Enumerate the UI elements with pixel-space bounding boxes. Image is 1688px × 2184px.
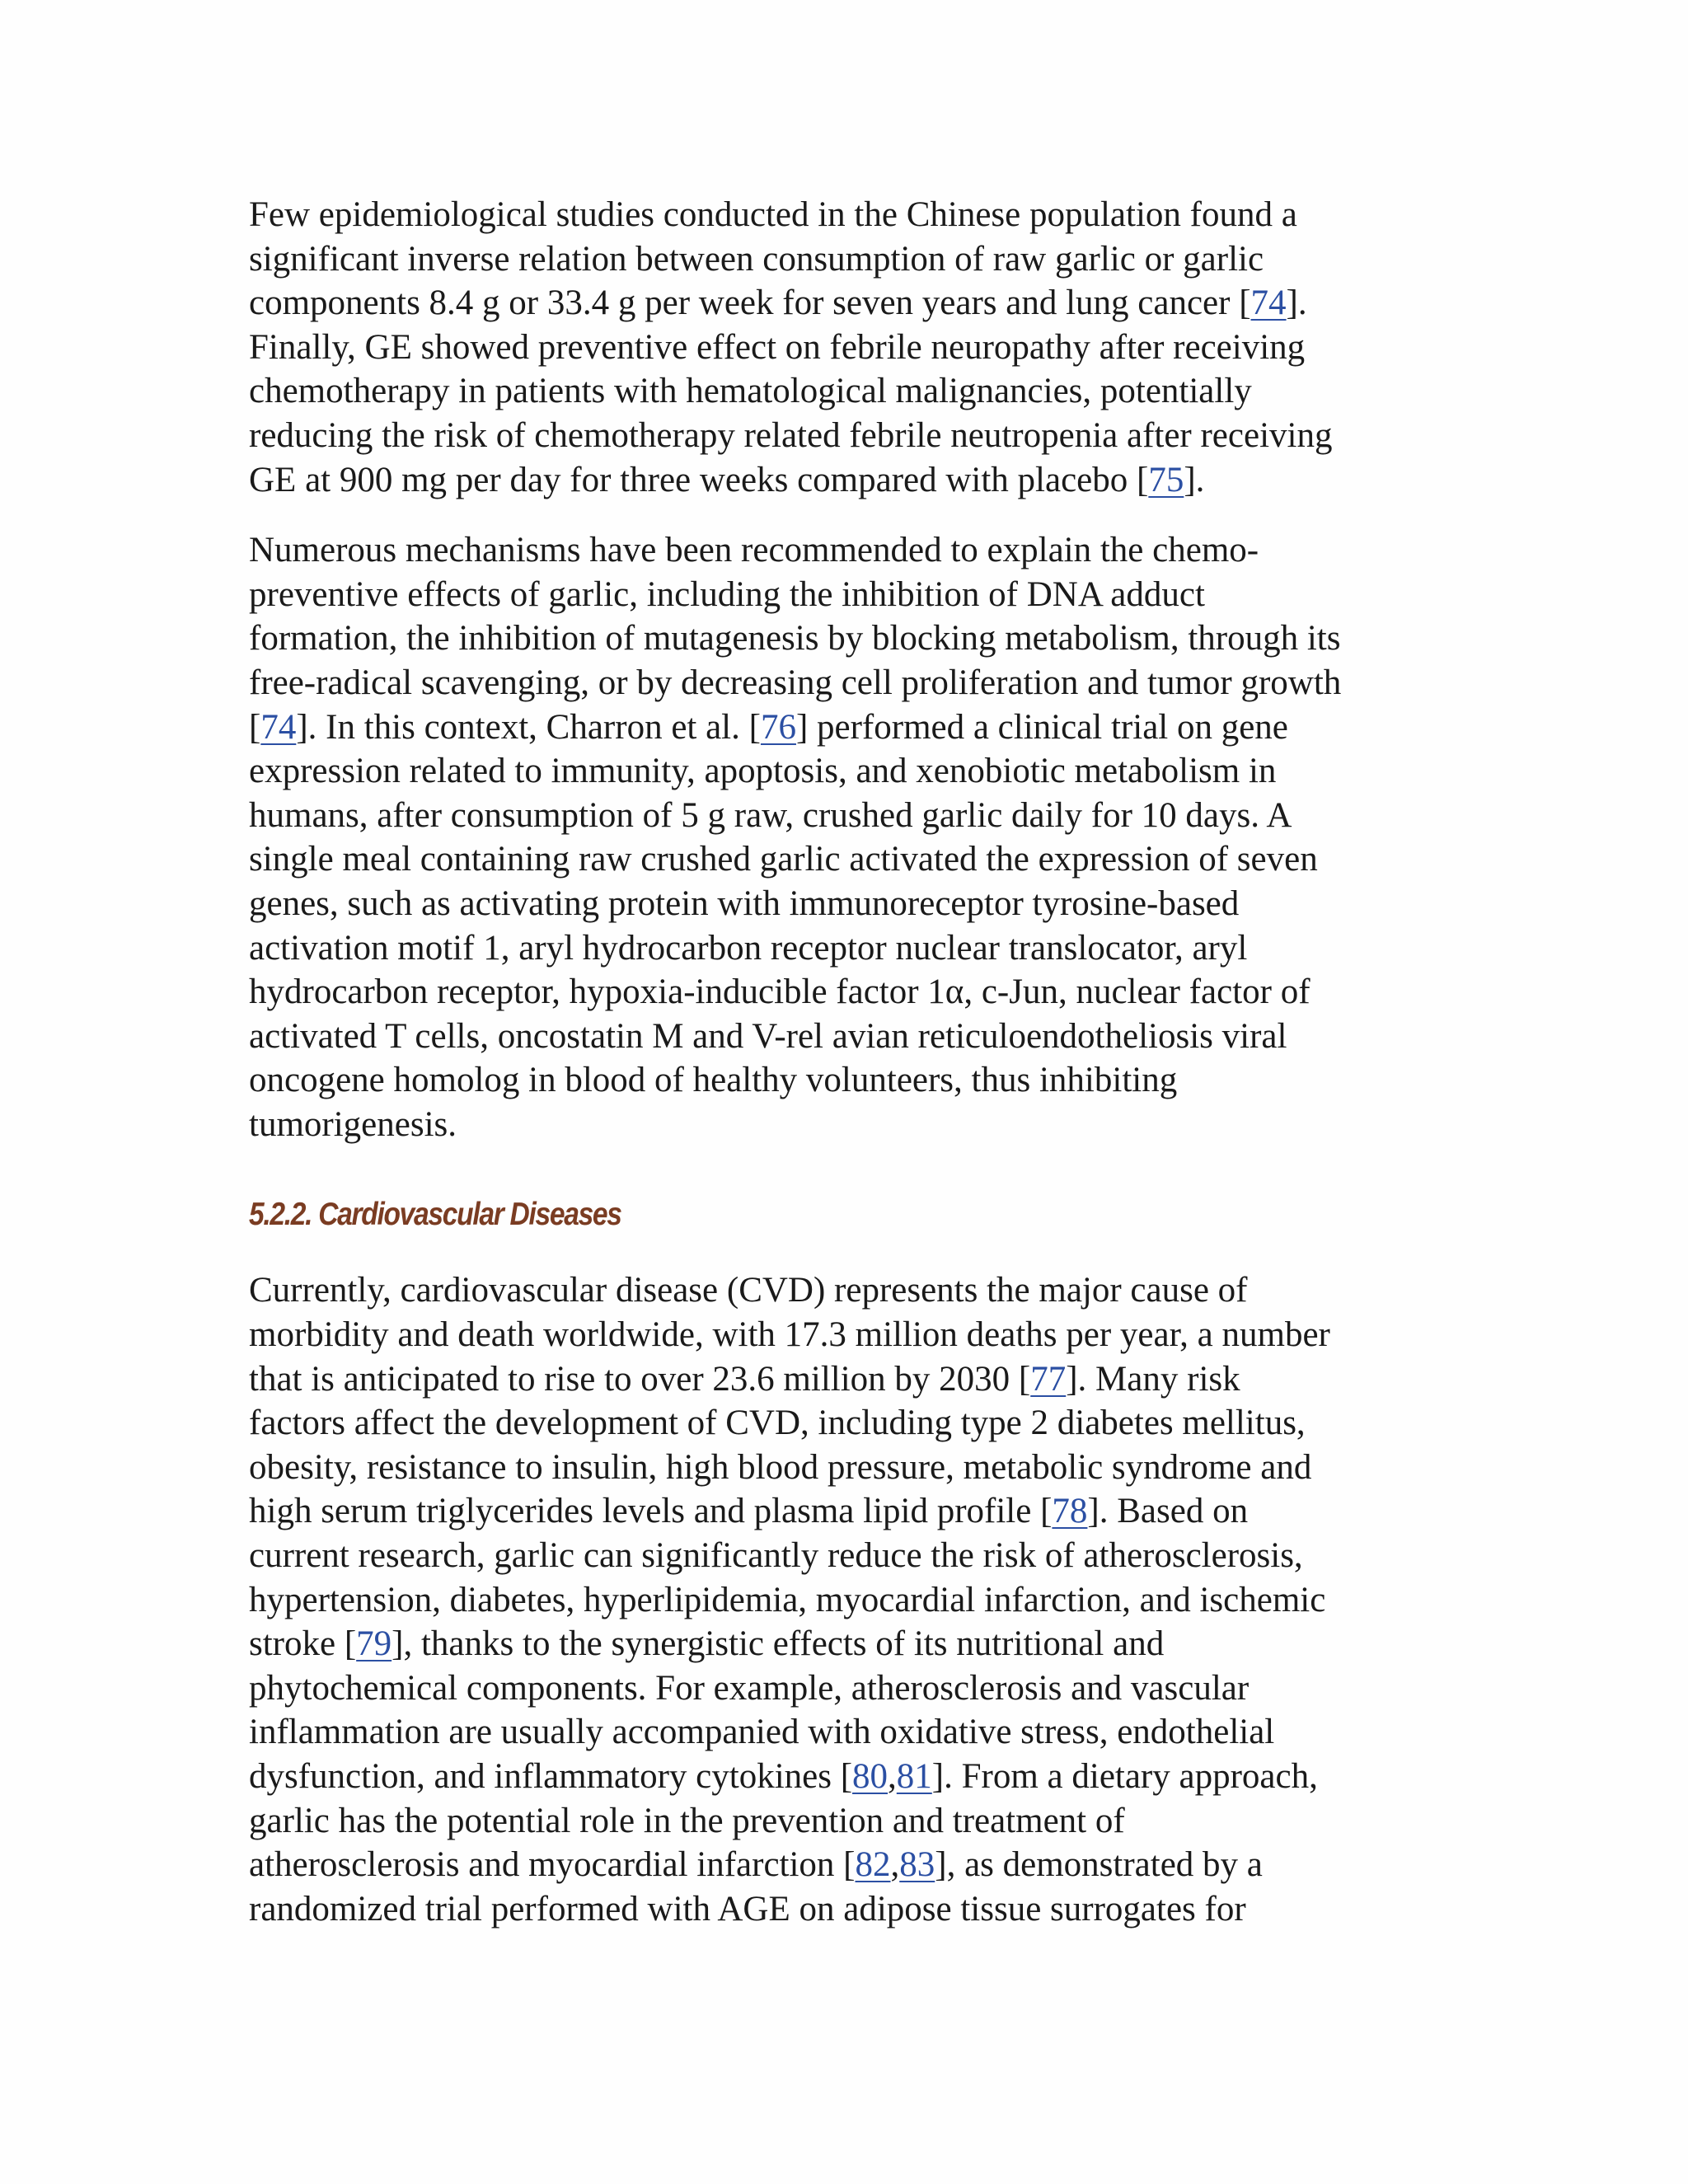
citation-link[interactable]: 81 [896,1757,932,1796]
text-segment: dysfunction, and inflammatory cytokines [ [249,1757,853,1796]
text-line [249,1843,1452,1887]
text-line [249,326,1452,370]
text-line [249,794,1452,838]
citation-link[interactable]: 77 [1030,1359,1067,1399]
text-line [249,193,1452,237]
text-line [249,1887,1452,1932]
text-line [249,661,1452,705]
text-segment: stroke [ [249,1624,357,1664]
section-heading: 5.2.2. Cardiovascular Diseases [249,1197,621,1233]
text-segment: ]. Many risk [1066,1359,1240,1399]
text-segment: inflammation are usually accompanied with oxidative stress, endothelial [249,1713,1275,1752]
text-segment: components 8.4 g or 33.4 g per week for seven years and lung cancer [ [249,284,1251,323]
text-line [249,837,1452,882]
text-segment: oncogene homolog in blood of healthy volunteers, thus inhibiting [249,1061,1178,1100]
text-segment: hydrocarbon receptor, hypoxia-inducible factor 1α, c-Jun, nuclear factor of [249,972,1311,1012]
text-segment: ] performed a clinical trial on gene [795,707,1288,747]
text-segment: current research, garlic can significantly reduce the risk of atherosclerosis, [249,1536,1303,1576]
text-segment: randomized trial performed with AGE on adipose tissue surrogates for [249,1889,1246,1929]
text-line [249,237,1452,282]
text-segment: Few epidemiological studies conducted in the Chinese population found a [249,195,1297,234]
text-segment: obesity, resistance to insulin, high blood pressure, metabolic syndrome and [249,1447,1312,1487]
text-segment: , [890,1845,900,1885]
citation-link[interactable]: 76 [760,707,796,747]
text-segment: ]. [1286,284,1307,323]
text-segment: ]. From a dietary approach, [931,1757,1318,1796]
citation-link[interactable]: 75 [1148,460,1184,499]
text-line [249,1446,1452,1490]
text-segment: single meal containing raw crushed garlic activated the expression of seven [249,840,1318,879]
citation-link[interactable]: 80 [852,1757,889,1796]
text-segment: GE at 900 mg per day for three weeks compared with placebo [ [249,460,1149,499]
text-segment: , [888,1757,897,1796]
text-segment: high serum triglycerides levels and plasma lipid profile [ [249,1492,1053,1531]
text-line [249,882,1452,926]
paragraph-1 [249,193,1452,502]
text-line [249,369,1452,414]
text-segment: chemotherapy in patients with hematological malignancies, potentially [249,372,1252,411]
citation-link[interactable]: 74 [1250,284,1287,323]
text-segment: formation, the inhibition of mutagenesis by blocking metabolism, through its [249,619,1341,658]
citation-link[interactable]: 79 [356,1624,392,1664]
text-segment: Numerous mechanisms have been recommended to explain the chemo- [249,531,1259,570]
text-segment: ]. In this context, Charron et al. [ [296,707,761,747]
text-line [249,1666,1452,1711]
text-segment: atherosclerosis and myocardial infarction [ [249,1845,856,1885]
text-segment: ]. [1184,460,1205,499]
text-segment: hypertension, diabetes, hyperlipidemia, myocardial infarction, and ischemic [249,1580,1326,1619]
text-segment: morbidity and death worldwide, with 17.3 million deaths per year, a number [249,1315,1330,1355]
text-segment: garlic has the potential role in the prevention and treatment of [249,1801,1125,1840]
text-segment: genes, such as activating protein with immunoreceptor tyrosine-based [249,883,1240,923]
text-line [249,1489,1452,1534]
text-segment: significant inverse relation between consumption of raw garlic or garlic [249,239,1264,279]
text-segment: [ [249,707,261,747]
citation-link[interactable]: 74 [260,707,297,747]
text-line [249,1710,1452,1755]
text-line [249,616,1452,661]
text-segment: tumorigenesis. [249,1104,457,1144]
text-line [249,1534,1452,1578]
text-line [249,970,1452,1015]
document-page [249,193,1452,1931]
citation-link[interactable]: 82 [855,1845,891,1885]
text-line [249,281,1452,326]
text-line [249,1357,1452,1402]
text-segment: ], thanks to the synergistic effects of its nutritional and [392,1624,1165,1664]
text-segment: ], as demonstrated by a [935,1845,1263,1885]
text-line [249,705,1452,750]
text-segment: reducing the risk of chemotherapy related febrile neutropenia after receiving [249,415,1333,455]
text-line [249,458,1452,503]
text-line [249,749,1452,794]
text-line [249,926,1452,971]
text-segment: expression related to immunity, apoptosis, and xenobiotic metabolism in [249,752,1277,791]
text-line [249,1578,1452,1623]
text-segment: phytochemical components. For example, atherosclerosis and vascular [249,1668,1250,1708]
text-segment: preventive effects of garlic, including the inhibition of DNA adduct [249,574,1205,614]
text-line [249,1755,1452,1799]
text-line [249,528,1452,573]
text-line [249,1268,1452,1313]
text-segment: activation motif 1, aryl hydrocarbon receptor nuclear translocator, aryl [249,928,1248,968]
text-segment: Finally, GE showed preventive effect on febrile neuropathy after receiving [249,327,1306,367]
text-line [249,1058,1452,1103]
text-line [249,1313,1452,1357]
text-line [249,573,1452,617]
text-line [249,414,1452,458]
text-segment: that is anticipated to rise to over 23.6 million by 2030 [ [249,1359,1031,1399]
text-segment: Currently, cardiovascular disease (CVD) represents the major cause of [249,1271,1248,1310]
citation-link[interactable]: 83 [899,1845,935,1885]
text-segment: activated T cells, oncostatin M and V-rel avian reticuloendotheliosis viral [249,1016,1287,1056]
text-segment: humans, after consumption of 5 g raw, crushed garlic daily for 10 days. A [249,795,1292,835]
text-line [249,1015,1452,1059]
text-segment: free-radical scavenging, or by decreasing cell proliferation and tumor growth [249,663,1342,702]
text-line [249,1401,1452,1446]
text-segment: factors affect the development of CVD, including type 2 diabetes mellitus, [249,1404,1306,1443]
text-segment: ]. Based on [1087,1492,1249,1531]
text-line [249,1622,1452,1666]
text-line [249,1103,1452,1147]
paragraph-3 [249,1268,1452,1931]
text-line [249,1799,1452,1844]
paragraph-2 [249,528,1452,1146]
citation-link[interactable]: 78 [1052,1492,1088,1531]
